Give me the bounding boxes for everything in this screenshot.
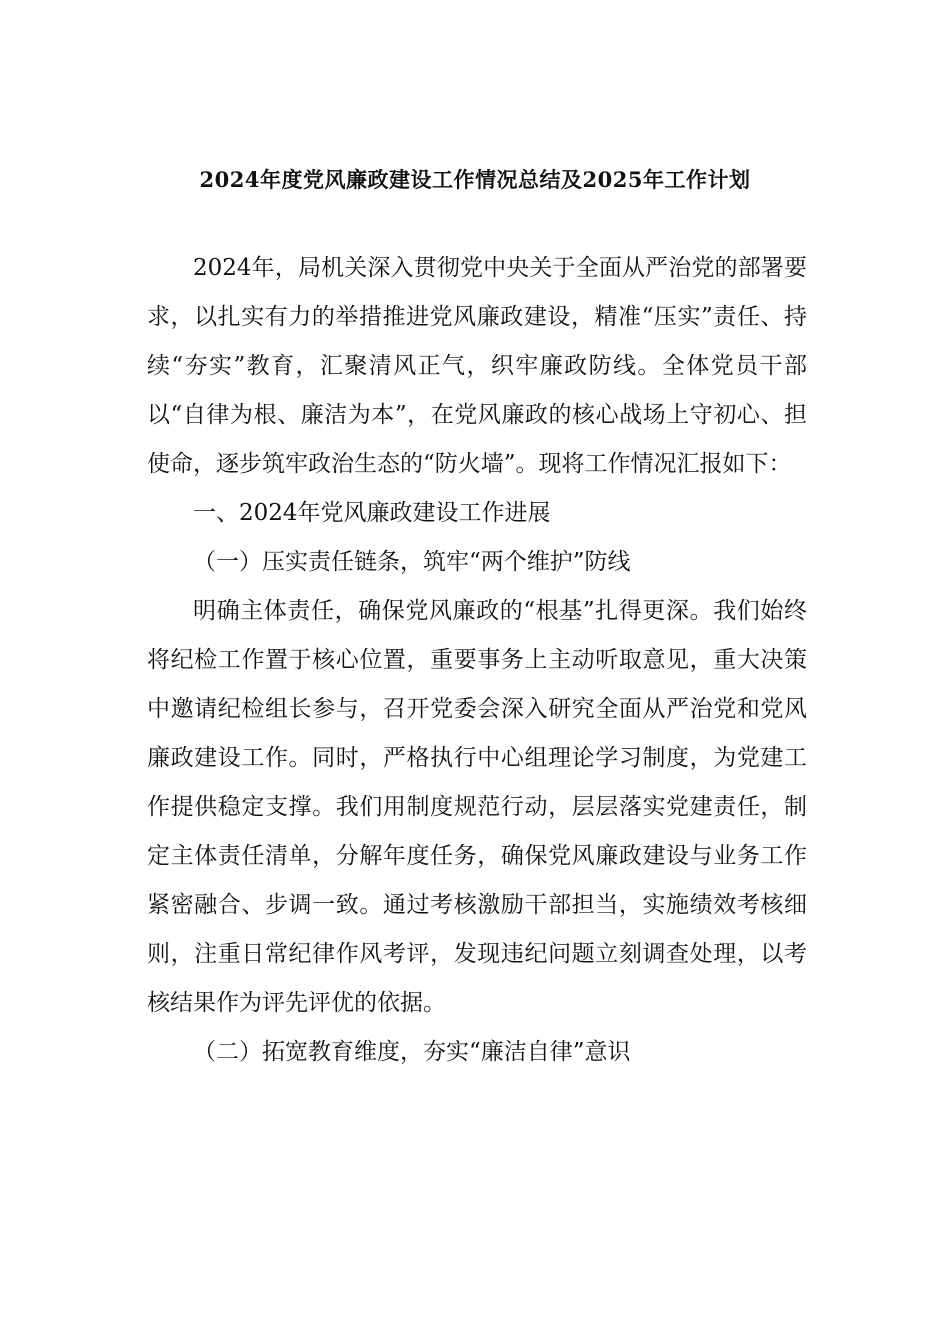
document-body — [147, 244, 807, 1077]
subsection-1-paragraph: 明确主体责任，确保党风廉政的“根基”扎得更深。我们始终将纪检工作置于核心位置，重要事务上主动听取意见，重大决策中邀请纪检组长参与，召开党委会深入研究全面从严治党和党风廉政建设工作。同时，严格执行中心组理论学习制度，为党建工作提供稳定支撑。我们用制度规范行动，层层落实党建责任，制定主体责任清单，分解年度任务，确保党风廉政建设与业务工作紧密融合、步调一致。通过考核激励干部担当，实施绩效考核细则，注重日常纪律作风考评，发现违纪问题立刻调查处理，以考核结果作为评先评优的依据。 — [147, 598, 807, 1016]
subsection-heading-1: （一）压实责任链条，筑牢“两个维护”防线 — [193, 549, 631, 575]
subsection-heading-2: （二）拓宽教育维度，夯实“廉洁自律”意识 — [193, 1039, 631, 1065]
intro-paragraph: 2024年，局机关深入贯彻党中央关于全面从严治党的部署要求，以扎实有力的举措推进党风廉政建设，精准“压实”责任、持续“夯实”教育，汇聚清风正气，织牢廉政防线。全体党员干部以“自律为根、廉洁为本”，在党风廉政的核心战场上守初心、担使命，逐步筑牢政治生态的“防火墙”。现将工作情况汇报如下： — [147, 255, 807, 477]
section-heading-1: 一、2024年党风廉政建设工作进展 — [193, 500, 551, 526]
document-title: 2024年度党风廉政建设工作情况总结及2025年工作计划 — [199, 167, 751, 192]
